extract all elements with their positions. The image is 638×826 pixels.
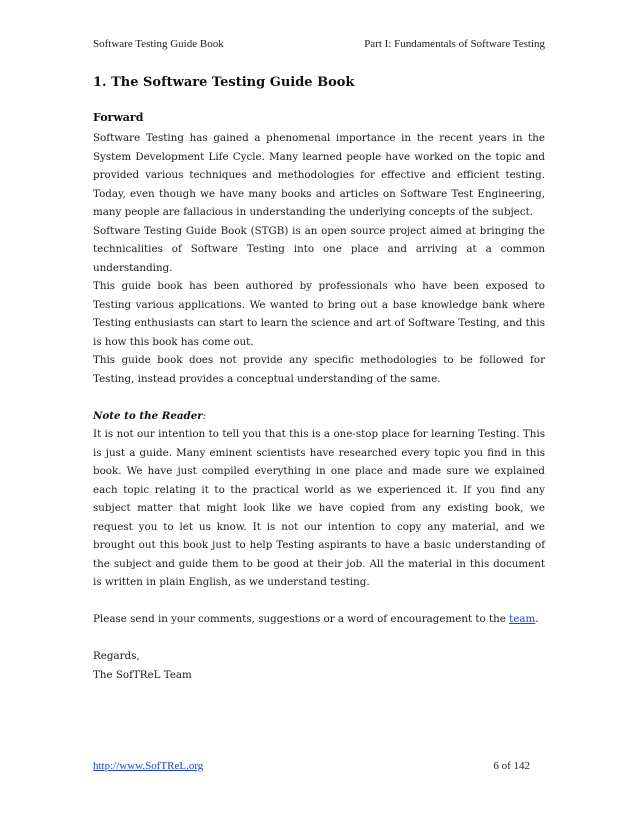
page-footer — [93, 760, 530, 772]
footer-url-link[interactable]: http://www.SofTReL.org — [93, 760, 204, 772]
section-spacer — [93, 592, 545, 611]
note-paragraph: It is not our intention to tell you that this is a one-stop place for learning Testing. This is just a guide. Many eminent scientists have researched every topic you find in this book. We have just compiled everything in one place and made sure we explained each topic relating it to the practical world as we experienced it. If you find any subject matter that might look like we have copied from any existing book, we request you to let us know. It is not our intention to copy any material, and we brought out this book just to help Testing aspirants to have a basic understanding of the subject and guide them to be good at their job. All the material in this document is written in plain English, as we understand testing. — [93, 428, 545, 588]
note-heading — [93, 407, 545, 426]
forward-paragraph: Software Testing Guide Book (STGB) is an open source project aimed at bringing the technicalities of Software Testing into one place and arriving at a common understanding. — [93, 224, 545, 274]
team-link[interactable]: team — [509, 613, 536, 625]
note-heading-label: Note to the Reader — [93, 409, 203, 422]
running-header — [93, 38, 545, 50]
feedback-text: Please send in your comments, suggestions or a word of encouragement to the — [93, 613, 510, 625]
chapter-title: 1. The Software Testing Guide Book — [93, 75, 355, 90]
feedback-text-end: . — [535, 613, 539, 625]
forward-paragraph: This guide book does not provide any specific methodologies to be followed for Testing, instead provides a conceptual understanding of the same. — [93, 354, 545, 385]
forward-paragraph: This guide book has been authored by professionals who have been exposed to Testing various applications. We wanted to bring out a base knowledge bank where Testing enthusiasts can start to learn the science and art of Software Testing, and this is how this book has come out. — [93, 280, 545, 348]
signoff — [93, 647, 545, 684]
signoff-regards: Regards, — [93, 650, 140, 662]
page-content — [93, 74, 545, 684]
section-spacer — [93, 629, 545, 648]
forward-heading: Forward — [93, 111, 144, 124]
feedback-paragraph — [93, 610, 545, 629]
forward-paragraph: Software Testing has gained a phenomenal importance in the recent years in the System Development Life Cycle. Many learned people have worked on the topic and provided various techniques and methodologies for effective and efficient testing. Today, even though we have many books and articles on Software Test Engineering, many people are fallacious in understanding the underlying concepts of the subject. — [93, 132, 545, 218]
note-heading-colon: : — [202, 409, 207, 422]
header-book-title: Software Testing Guide Book — [93, 38, 224, 50]
section-spacer — [93, 388, 545, 407]
signoff-team: The SofTReL Team — [93, 668, 192, 681]
header-part-title: Part I: Fundamentals of Software Testing — [364, 38, 545, 50]
page-number: 6 of 142 — [493, 760, 530, 772]
